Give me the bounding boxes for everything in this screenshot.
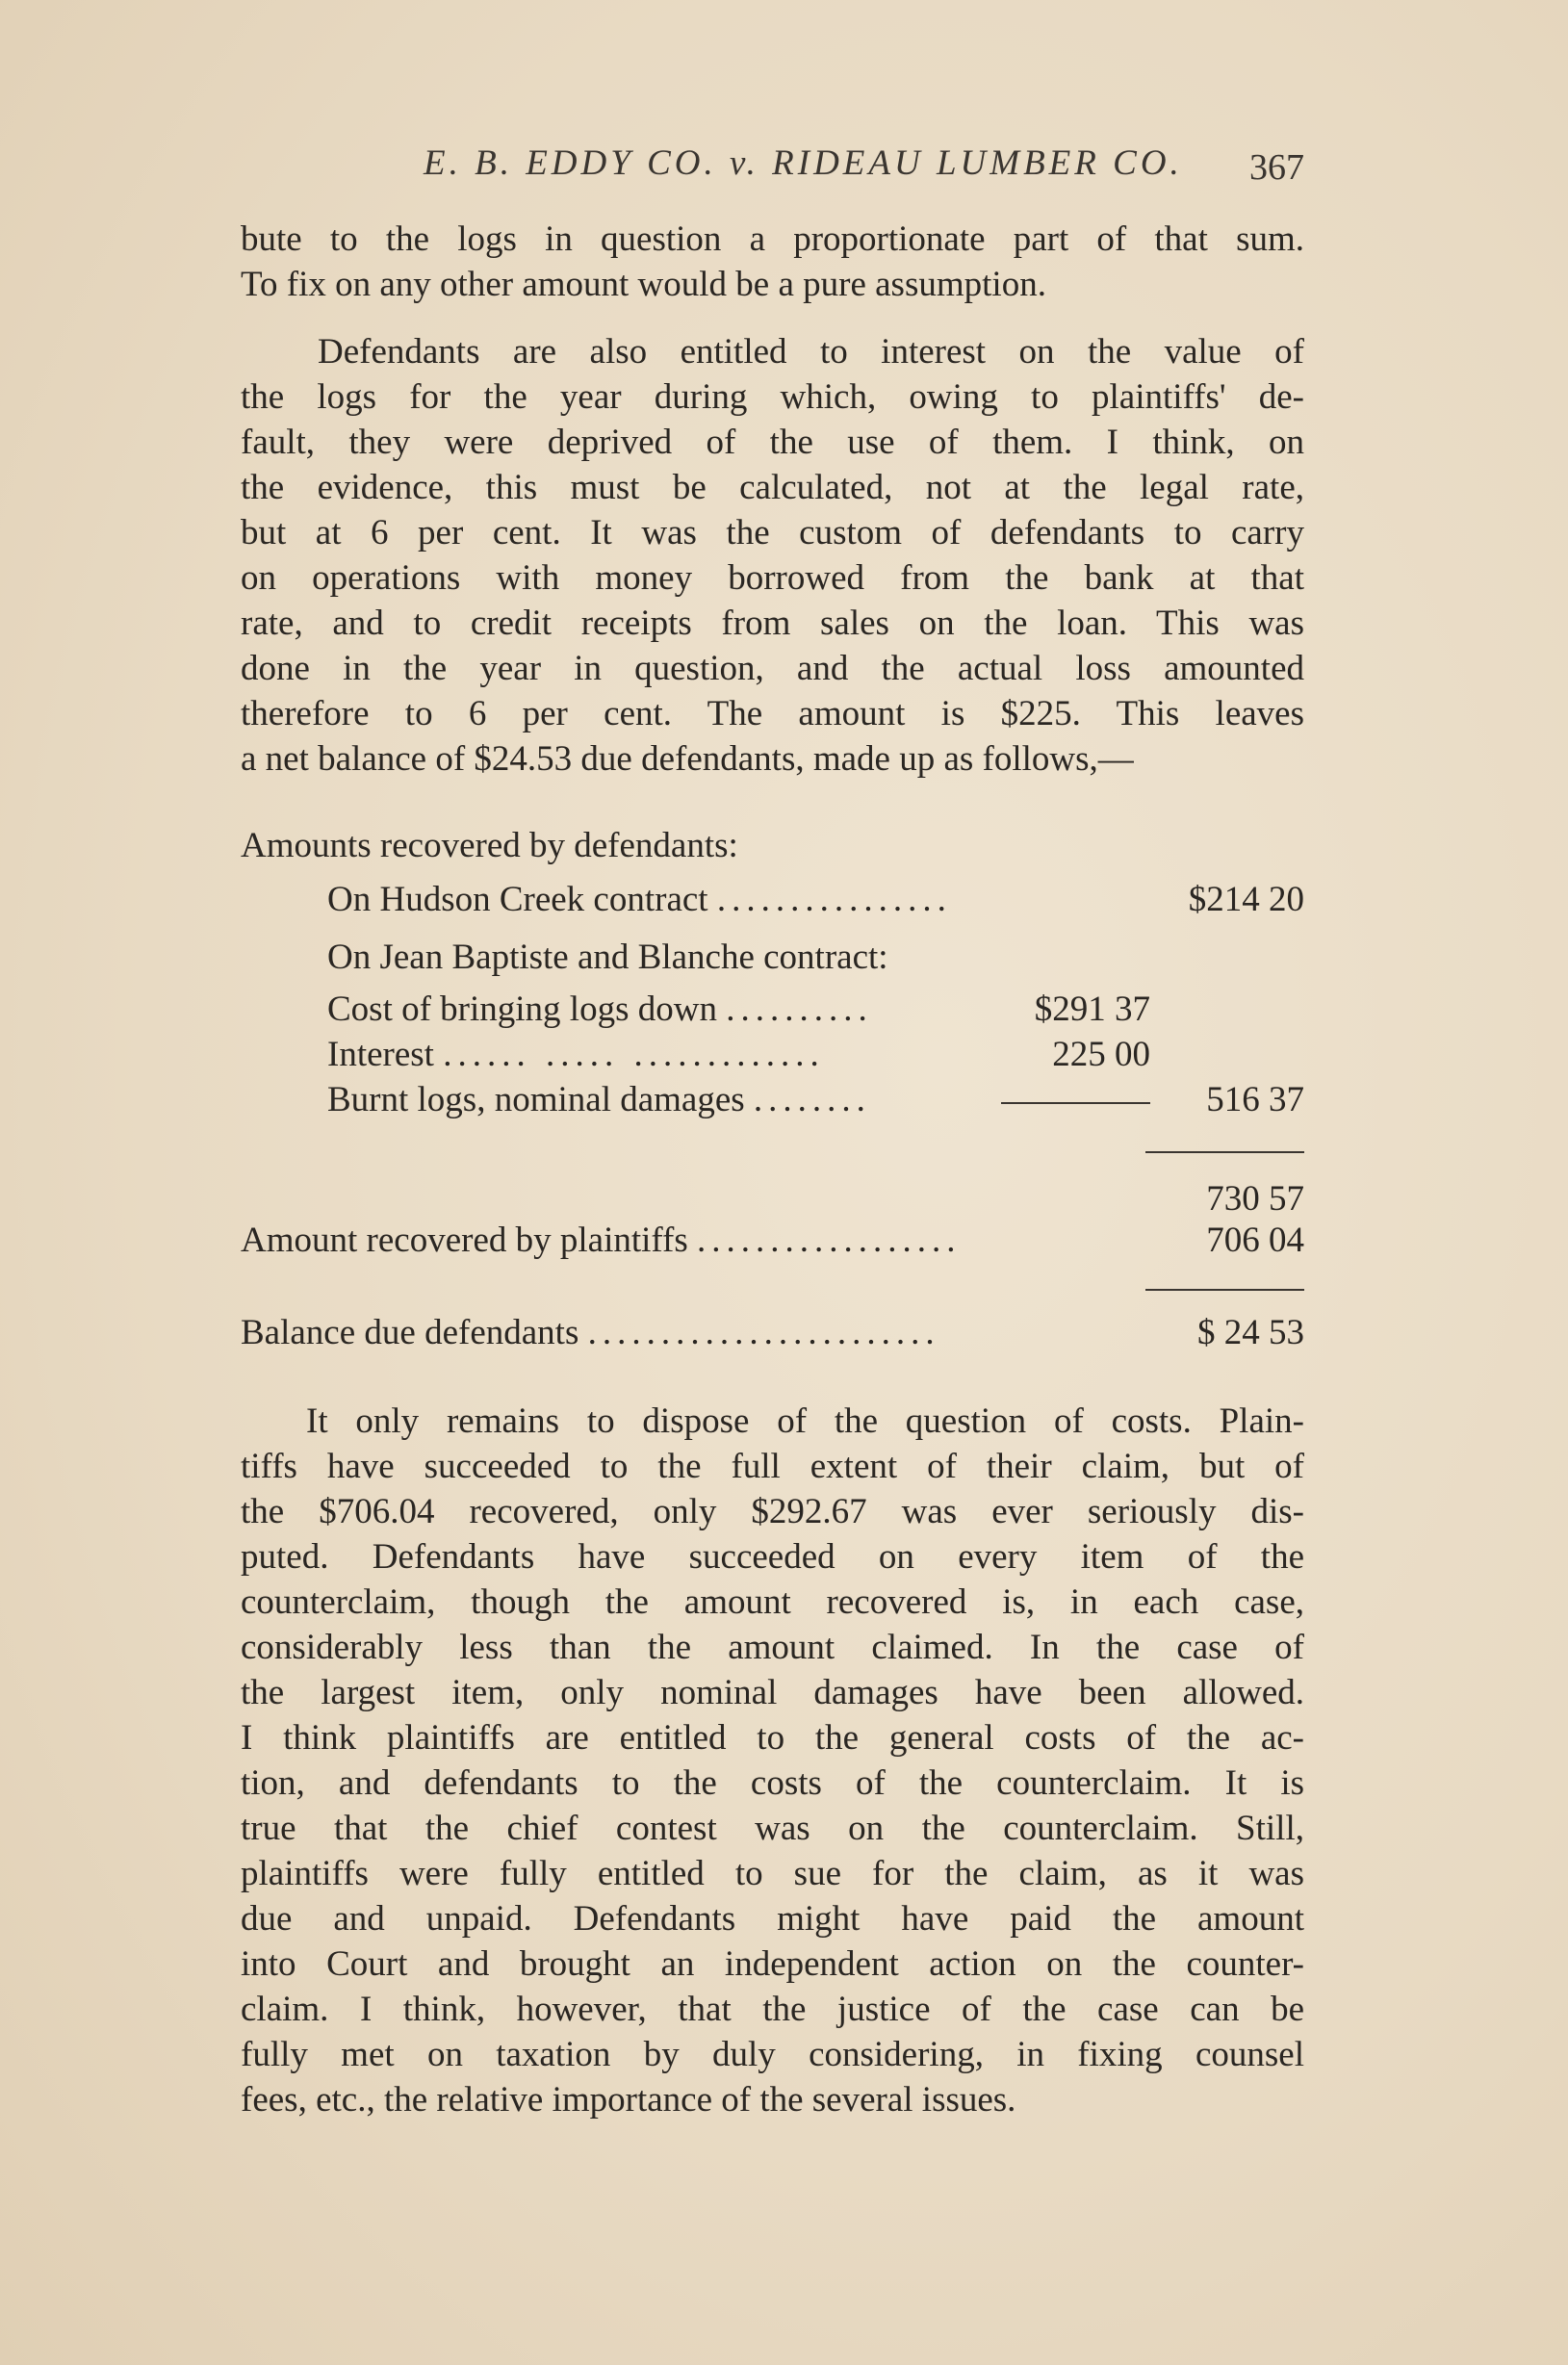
text-line: claim. I think, however, that the justice of the case can be [241,1990,1304,2029]
page-number: 367 [1249,147,1304,188]
text-line: the logs for the year during which, owing to plaintiffs' de- [241,377,1304,417]
account-row-hudson [327,877,1304,922]
row-amount: $214 20 [1188,880,1304,919]
row-label: Interest [327,1035,434,1074]
account-row-plaintiffs [241,1218,1304,1263]
row-label: Burnt logs, nominal damages [327,1080,745,1119]
balance-rule [1145,1289,1304,1291]
page-header [241,142,1304,200]
text-line: It only remains to dispose of the question of costs. Plain- [306,1401,1304,1441]
account-row-cost [327,987,1150,1032]
row-amount: 516 37 [1206,1080,1304,1119]
text-line: tiffs have succeeded to the full extent of their claim, but of [241,1447,1304,1486]
row-label: Cost of bringing logs down [327,990,717,1029]
row-label: On Hudson Creek contract [327,880,708,919]
text-line: due and unpaid. Defendants might have paid the amount [241,1899,1304,1939]
text-line: To fix on any other amount would be a pure assumption. [241,265,1046,304]
text-line: puted. Defendants have succeeded on every item of the [241,1537,1304,1577]
text-line: fees, etc., the relative importance of the several issues. [241,2080,1016,2120]
account-row-burnt [327,1077,1304,1122]
column-rule [1001,1102,1150,1104]
text-line: into Court and brought an independent action on the counter- [241,1944,1304,1984]
text-line: a net balance of $24.53 due defendants, made up as follows,— [241,739,1134,779]
text-line: rate, and to credit receipts from sales on the loan. This was [241,604,1304,643]
text-line: the $706.04 recovered, only $292.67 was ever seriously dis- [241,1492,1304,1531]
text-line: therefore to 6 per cent. The amount is $225. This leaves [241,694,1304,733]
text-line: done in the year in question, and the actual loss amounted [241,649,1304,688]
text-line: counterclaim, though the amount recovered is, in each case, [241,1582,1304,1622]
text-line: on operations with money borrowed from the bank at that [241,558,1304,598]
text-line: I think plaintiffs are entitled to the general costs of the ac- [241,1718,1304,1758]
row-amount: 706 04 [1206,1221,1304,1260]
text-line: true that the chief contest was on the counterclaim. Still, [241,1809,1304,1848]
paragraph-1 [241,217,1304,307]
running-head: E. B. EDDY CO. v. RIDEAU LUMBER CO. [424,143,1183,183]
row-label: Balance due defendants [241,1313,579,1352]
row-amount: 225 00 [1052,1035,1150,1074]
paragraph-3 [241,1399,1304,2122]
text-line: fault, they were deprived of the use of them. I think, on [241,423,1304,462]
paragraph-2 [241,329,1304,782]
account-table [241,823,1304,1362]
leader-dots: ................ [716,880,952,919]
row-amount: $ 24 53 [1197,1313,1304,1352]
leader-dots: ...... ..... ............. [443,1035,825,1074]
text-line: tion, and defendants to the costs of the counterclaim. It is [241,1763,1304,1803]
total-rule [1145,1151,1304,1153]
leader-dots: .......... [726,990,873,1029]
account-row-balance [241,1310,1304,1355]
account-heading: Amounts recovered by defendants: [241,826,738,865]
text-line: considerably less than the amount claimed. In the case of [241,1628,1304,1667]
leader-dots: ........ [753,1080,871,1119]
row-amount: $291 37 [1034,990,1150,1029]
leader-dots: ........................ [587,1313,940,1352]
account-row-interest [327,1032,1150,1077]
subtotal-amount: 730 57 [1206,1179,1304,1219]
text-line: Defendants are also entitled to interest on the value of [318,332,1304,372]
row-label: Amount recovered by plaintiffs [241,1221,688,1260]
leader-dots: .................. [697,1221,962,1260]
text-line: bute to the logs in question a proportionate part of that sum. [241,219,1304,259]
text-line: plaintiffs were fully entitled to sue for the claim, as it was [241,1854,1304,1893]
text-line: fully met on taxation by duly considering, in fixing counsel [241,2035,1304,2074]
text-line: the evidence, this must be calculated, not at the legal rate, [241,468,1304,507]
text-line: the largest item, only nominal damages have been allowed. [241,1673,1304,1712]
account-subheading: On Jean Baptiste and Blanche contract: [327,938,888,977]
text-line: but at 6 per cent. It was the custom of defendants to carry [241,513,1304,553]
